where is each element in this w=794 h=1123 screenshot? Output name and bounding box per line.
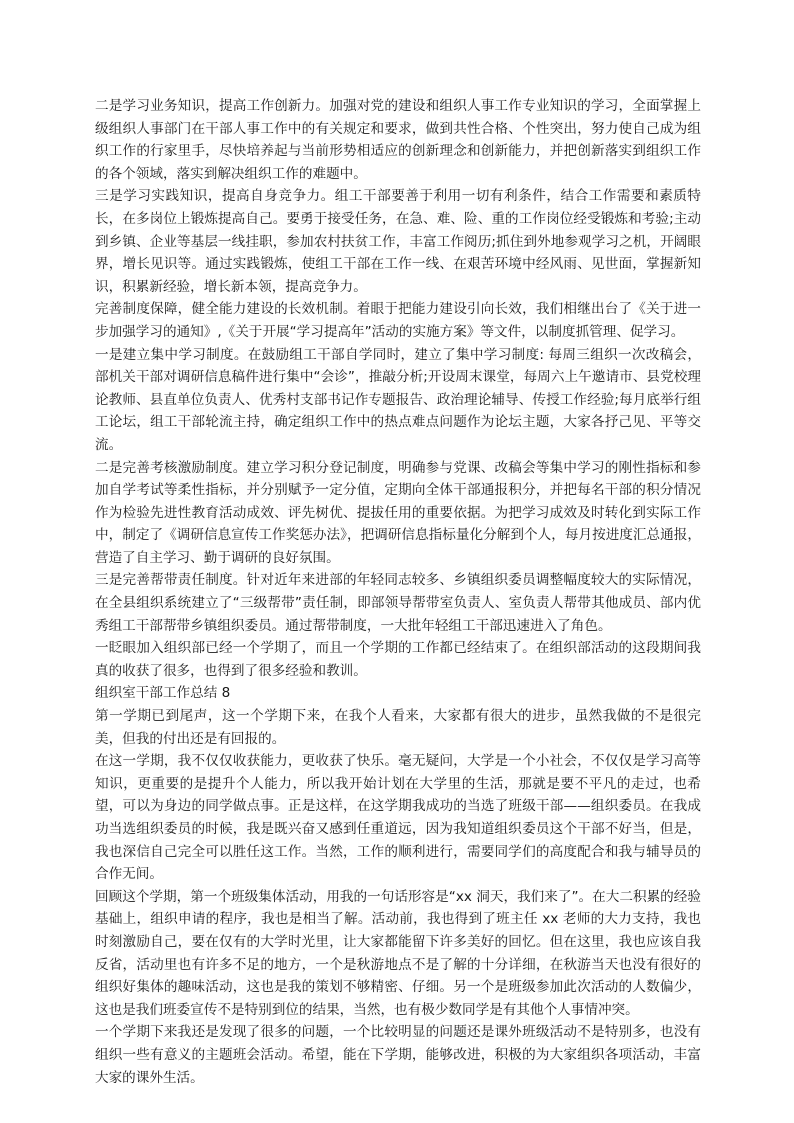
paragraph: 二是完善考核激励制度。建立学习积分登记制度，明确参与党课、改稿会等集中学习的刚性指标和参加自学考试等柔性指标，并分别赋予一定分值，定期向全体干部通报积分，并把每名干部的积分情况作为检验先进性教育活动成效、评先树优、提拔任用的重要依据。为把学习成效及时转化到实际工作中，制定了《调研信息宣传工作奖惩办法》，把调研信息指标量化分解到个人，每月按进度汇总通报，营造了自主学习、勤于调研的良好氛围。: [95, 459, 701, 566]
paragraph: 一个学期下来我还是发现了很多的问题，一个比较明显的问题还是课外班级活动不是特别多，也没有组织一些有意义的主题班会活动。希望，能在下学期，能够改进，积极的为大家组织各项活动，丰富大家的课外生活。: [95, 1024, 701, 1086]
paragraph: 三是学习实践知识，提高自身竞争力。组工干部要善于利用一切有利条件，结合工作需要和素质特长，在多岗位上锻炼提高自己。要勇于接受任务，在急、难、险、重的工作岗位经受锻炼和考验;主动到乡镇、企业等基层一线挂职，参加农村扶贫工作，丰富工作阅历;抓住到外地参观学习之机，开阔眼界，增长见识等。通过实践锻炼，使组工干部在工作一线、在艰苦环境中经风雨、见世面，掌握新知识，积累新经验，增长新本领，提高竞争力。: [95, 188, 701, 295]
section-heading: 组织室干部工作总结 8: [95, 685, 231, 702]
document-page: [95, 95, 701, 1089]
paragraph: 一是建立集中学习制度。在鼓励组工干部自学同时，建立了集中学习制度: 每周三组织一次改稿会，部机关干部对调研信息稿件进行集中“会诊”，推敲分析;开设周末课堂，每周六上午邀请市、县党校理论教师、县直单位负责人、优秀村支部书记作专题报告、政治理论辅导、传授工作经验;每月底举行组工论坛，组工干部轮流主持，确定组织工作中的热点难点问题作为论坛主题，大家各抒己见、平等交流。: [95, 346, 701, 453]
paragraph: 三是完善帮带责任制度。针对近年来进部的年轻同志较多、乡镇组织委员调整幅度较大的实际情况，在全县组织系统建立了“三级帮带”责任制，即部领导帮带室负责人、室负责人帮带其他成员、部内优秀组工干部帮带乡镇组织委员。通过帮带制度，一大批年轻组工干部迅速进入了角色。: [95, 572, 701, 634]
paragraph: 回顾这个学期，第一个班级集体活动，用我的一句话形容是“xx 洞天，我们来了”。在大二积累的经验基础上，组织申请的程序，我也是相当了解。活动前，我也得到了班主任 xx 老师的大力支持，我也时刻激励自己，要在仅有的大学时光里，让大家都能留下许多美好的回忆。但在这里，我也应该自我反省，活动里也有许多不足的地方，一个是秋游地点不是了解的十分详细，在秋游当天也没有很好的组织好集体的趣味活动，这也是我的策划不够精密、仔细。另一个是班级参加此次活动的人数偏少，这也是我们班委宣传不是特别到位的结果，当然，也有极少数同学是有其他个人事情冲突。: [95, 888, 701, 1018]
paragraph: 一眨眼加入组织部已经一个学期了，而且一个学期的工作都已经结束了。在组织部活动的这段期间我真的收获了很多，也得到了很多经验和教训。: [95, 640, 701, 679]
paragraph: 完善制度保障，健全能力建设的长效机制。着眼于把能力建设引向长效，我们相继出台了《关于进一步加强学习的通知》,《关于开展“学习提高年”活动的实施方案》等文件，以制度抓管理、促学习。: [95, 301, 701, 340]
paragraph: 第一学期已到尾声，这一个学期下来，在我个人看来，大家都有很大的进步，虽然我做的不是很完美，但我的付出还是有回报的。: [95, 708, 701, 747]
paragraph: 在这一学期，我不仅仅收获能力，更收获了快乐。毫无疑问，大学是一个小社会，不仅仅是学习高等知识，更重要的是提升个人能力，所以我开始计划在大学里的生活，那就是要不平凡的走过，也希望，可以为身边的同学做点事。正是这样，在这学期我成功的当选了班级干部——组织委员。在我成功当选组织委员的时候，我是既兴奋又感到任重道远，因为我知道组织委员这个干部不好当，但是，我也深信自己完全可以胜任这工作。当然，工作的顺利进行，需要同学们的高度配合和我与辅导员的合作无间。: [95, 753, 701, 883]
paragraph: 二是学习业务知识，提高工作创新力。加强对党的建设和组织人事工作专业知识的学习，全面掌握上级组织人事部门在干部人事工作中的有关规定和要求，做到共性合格、个性突出，努力使自己成为组织工作的行家里手，尽快培养起与当前形势相适应的创新理念和创新能力，并把创新落实到组织工作的各个领域，落实到解决组织工作的难题中。: [95, 98, 701, 182]
